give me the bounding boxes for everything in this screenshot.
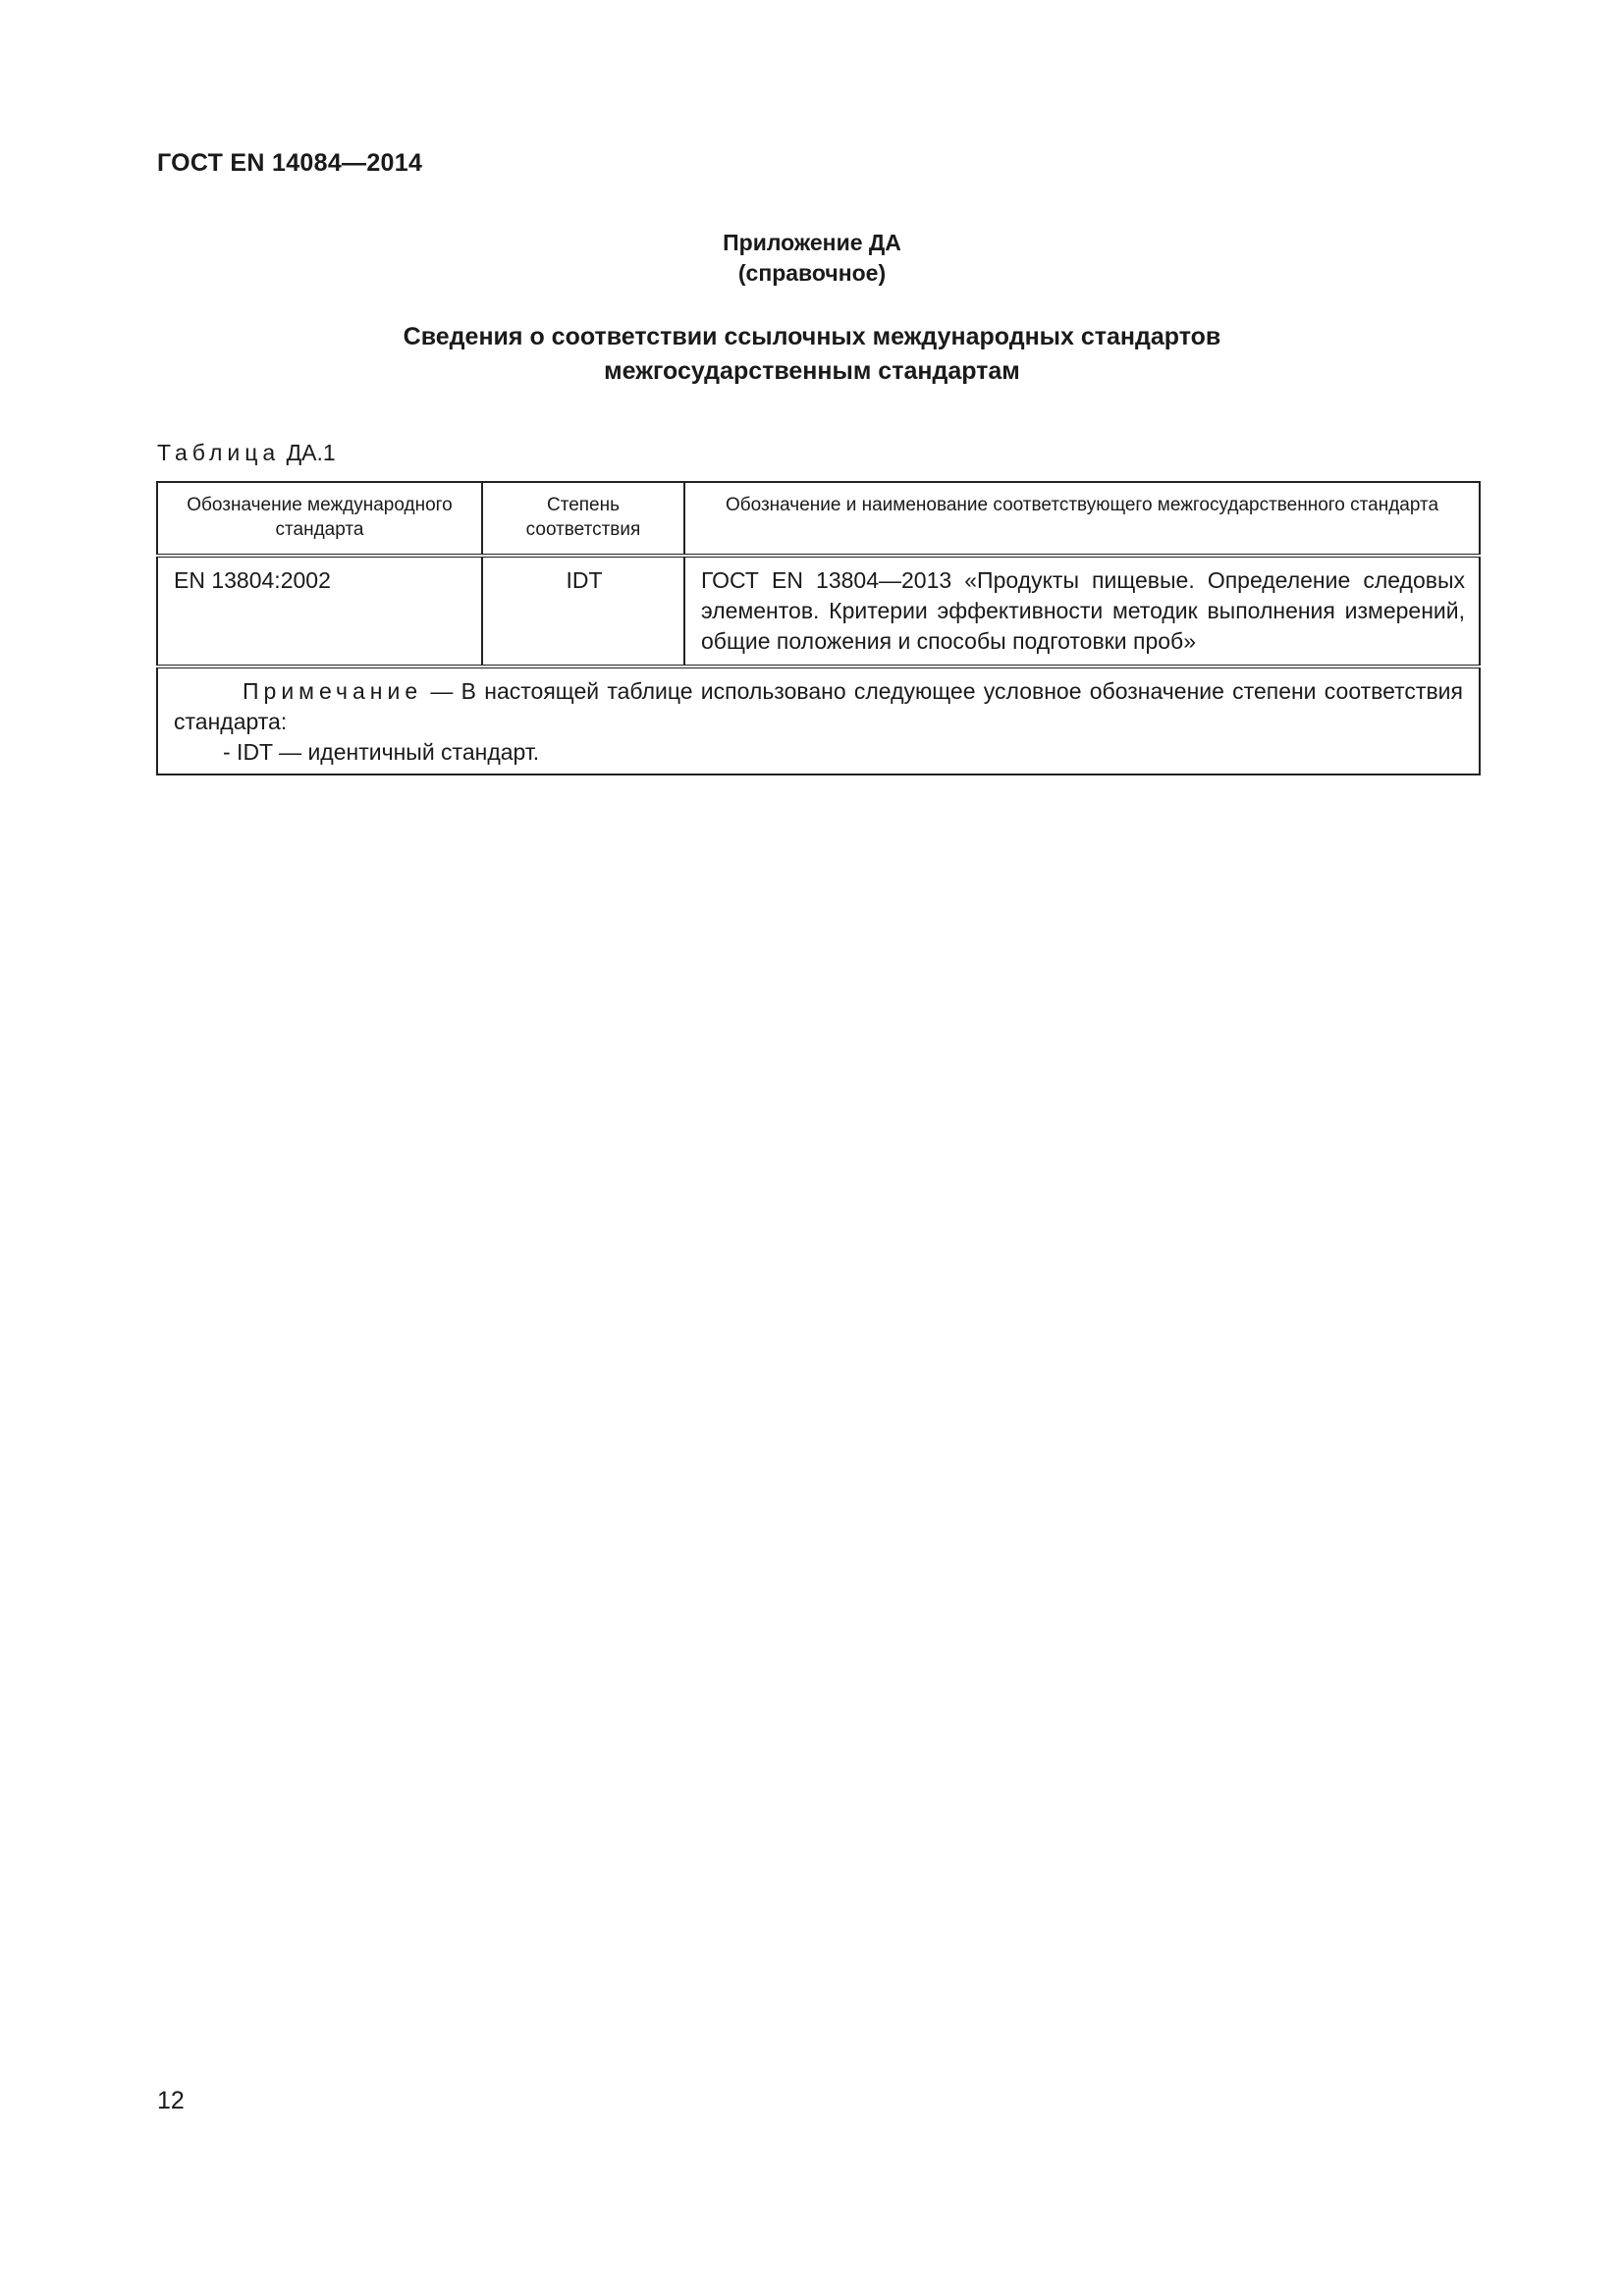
note-label: Примечание — [243, 678, 423, 704]
correspondence-table-wrapper — [156, 481, 1481, 775]
cell-degree: IDT — [482, 556, 684, 667]
table-note-row — [157, 667, 1480, 774]
table-caption-number: ДА.1 — [286, 440, 336, 465]
column-header-degree: Степень соответствия — [482, 482, 684, 556]
document-code: ГОСТ EN 14084—2014 — [157, 149, 423, 177]
table-caption-word: Таблица — [157, 440, 281, 465]
section-title-line-1: Сведения о соответствии ссылочных международных стандартов — [403, 323, 1221, 350]
page-number: 12 — [157, 2087, 185, 2114]
column-header-interstate-standard: Обозначение и наименование соответствующего межгосударственного стандарта — [684, 482, 1480, 556]
cell-international-standard: EN 13804:2002 — [157, 556, 482, 667]
annex-title: Приложение ДА — [723, 230, 901, 255]
table-note — [157, 667, 1480, 774]
note-text: — В настоящей таблице использовано следующее условное обозначение степени соответствия стандарта: — [174, 678, 1463, 734]
section-title-line-2: межгосударственным стандартам — [604, 357, 1020, 385]
annex-heading — [0, 228, 1624, 289]
note-paragraph — [174, 676, 1463, 737]
table-row — [157, 556, 1480, 667]
table-caption — [157, 440, 336, 466]
note-list-item: - IDT — идентичный стандарт. — [223, 739, 540, 765]
correspondence-table — [156, 481, 1481, 775]
column-header-international-standard: Обозначение международного стандарта — [157, 482, 482, 556]
cell-interstate-standard: ГОСТ EN 13804—2013 «Продукты пищевые. Определение следовых элементов. Критерии эффективности методик выполнения измерений, общие положения и способы подготовки проб» — [684, 556, 1480, 667]
table-header-row — [157, 482, 1480, 556]
section-heading — [0, 320, 1624, 389]
annex-subtitle: (справочное) — [737, 260, 887, 286]
